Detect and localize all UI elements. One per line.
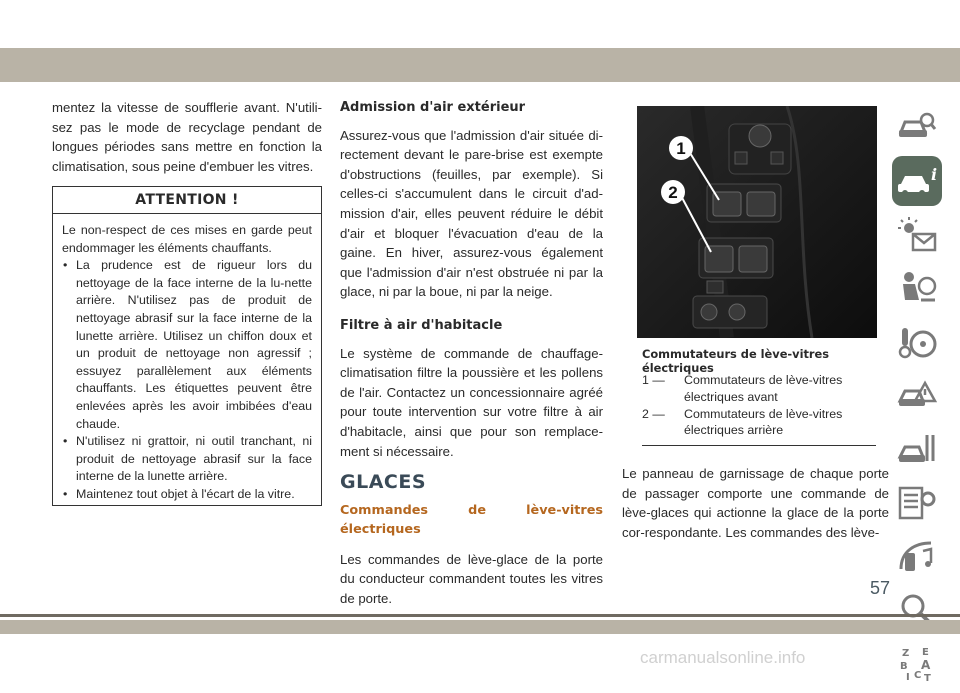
attention-item: • Maintenez tout objet à l'écart de la vitre. xyxy=(62,486,312,504)
alphabet-index-icon xyxy=(896,645,938,683)
attention-lead: Le non-respect de ces mises en garde peut endommager les éléments chauffants. xyxy=(62,223,312,255)
tab-car-info[interactable] xyxy=(892,156,942,206)
tab-airbag[interactable] xyxy=(892,263,942,313)
car-search-icon xyxy=(897,110,937,144)
column-middle xyxy=(340,98,603,609)
svg-text:A: A xyxy=(921,657,931,672)
phone-music-icon xyxy=(897,539,937,575)
tab-phone-music[interactable] xyxy=(892,532,942,582)
attention-title: ATTENTION ! xyxy=(53,187,321,214)
heading-commandes: Commandes de lève-vitres électriques xyxy=(340,502,603,538)
header-band xyxy=(0,48,960,82)
tab-warning-lights[interactable] xyxy=(892,209,942,259)
attention-item: • N'utilisez ni grattoir, ni outil tranchant, ni produit de nettoyage abrasif sur la face interne de la lunette arrière. xyxy=(62,433,312,486)
warning-lights-icon xyxy=(897,216,937,252)
window-switch-illustration xyxy=(637,106,877,338)
window-switch-photo xyxy=(637,106,877,338)
steering-key-icon xyxy=(897,324,937,360)
tab-breakdown[interactable] xyxy=(892,370,942,420)
attention-list xyxy=(62,257,312,503)
paragraph-admission: Assurez-vous que l'admission d'air située di-rectement devant le pare-brise est exempte d'obstructions (feuilles, par exemple). Si celles-ci s'accumulent dans le circuit d'ad-mission d'air, elles peuvent réduire le débit d'air et bloquer l'évacuation d'eau de la gaine. En hiver, assurez-vous également que l'admission d'air n'est obstruée ni par la glace, ni par la boue, ni par la neige. xyxy=(340,127,603,300)
watermark: carmanualsonline.info xyxy=(640,648,806,667)
attention-box xyxy=(52,186,322,506)
footer-rule xyxy=(0,614,960,617)
svg-text:E: E xyxy=(922,646,929,658)
section-title-glaces: GLACES xyxy=(340,471,427,494)
paragraph-filtre: Le système de commande de chauffage-climatisation filtre la poussière et les pollens de l'air. Contactez un concessionnaire agréé pour toute intervention sur votre filtre à air d'habitacle, ainsi que pour son remplace-ment si nécessaire. xyxy=(340,345,603,459)
svg-text:i: i xyxy=(931,164,938,184)
airbag-person-icon xyxy=(897,270,937,306)
paragraph-panneau: Le panneau de garnissage de chaque porte de passager comporte une commande de lève-glaces qui actionne la glace de la porte cor-respondante. Les commandes des lève- xyxy=(622,466,889,540)
page-number: 57 xyxy=(870,578,891,598)
car-tools-icon xyxy=(897,431,937,467)
svg-text:Z: Z xyxy=(902,647,910,659)
tab-tools[interactable] xyxy=(892,424,942,474)
footer-band xyxy=(0,620,960,634)
column-left xyxy=(52,98,322,176)
svg-text:T: T xyxy=(924,672,931,683)
car-breakdown-icon xyxy=(897,377,937,413)
list-gear-icon xyxy=(897,485,937,521)
figure-caption: Commutateurs de lève-vitres électriques xyxy=(642,347,830,375)
intro-paragraph: mentez la vitesse de soufflerie avant. N'utili-sez pas le mode de recyclage pendant de longues périodes sans mettre en fonction la climatisation, sous peine d'embuer les vitres. xyxy=(52,100,322,174)
legend-number: 2 — xyxy=(642,406,665,421)
attention-item: • La prudence est de rigueur lors du nettoyage de la face interne de la lu-nette arrière. N'utilisez pas de produit de nettoyage abrasif sur la face interne de la lunette arrière. Utilisez un chiffon doux et un produit de nettoyage non agressif ; essuyez parallèlement aux éléments chauffants. Les étiquettes peuvent être enlevées après les avoir imbibées d'eau chaude. xyxy=(62,257,312,433)
car-info-icon xyxy=(896,164,938,198)
legend-number: 1 — xyxy=(642,373,665,387)
legend-item xyxy=(642,406,876,440)
tab-car-search[interactable] xyxy=(892,102,942,152)
legend-item xyxy=(642,372,876,406)
paragraph-commandes: Les commandes de lève-glace de la porte du conducteur commandent toutes les vitres de porte. xyxy=(340,551,603,607)
callout-1-label: 1 xyxy=(676,139,686,158)
chapter-tabs xyxy=(892,102,948,693)
svg-text:B: B xyxy=(900,660,908,672)
tab-steering-key[interactable] xyxy=(892,317,942,367)
heading-filtre: Filtre à air d'habitacle xyxy=(340,317,503,333)
legend-text: Commutateurs de lève-vitres électriques avant xyxy=(684,373,843,404)
figure-legend xyxy=(642,372,876,446)
svg-text:C: C xyxy=(914,669,922,681)
tab-list-gear[interactable] xyxy=(892,478,942,528)
svg-text:I: I xyxy=(906,671,910,683)
legend-text: Commutateurs de lève-vitres électriques arrière xyxy=(684,406,843,438)
heading-admission: Admission d'air extérieur xyxy=(340,100,526,115)
callout-2-label: 2 xyxy=(668,183,678,202)
column-right xyxy=(622,464,889,542)
tab-index[interactable] xyxy=(892,639,942,689)
